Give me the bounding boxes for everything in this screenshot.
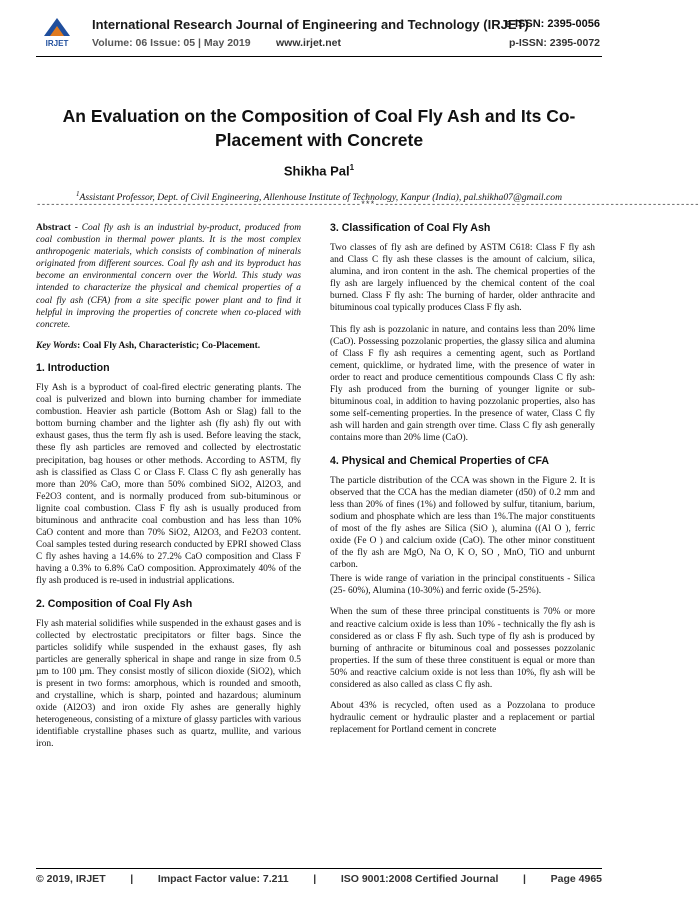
abstract-text: Coal fly ash is an industrial by-product, produced from coal combustion in thermal power plants. It is the most complex anthropogenic materials, which consists of combination of minerals originated from different sources. Coal fly ash and its byproduct has become an environmental concern over the World. This study was intended to characterize the physical and chemical properties of a coal fly ash (CFA) from a site specific power plant and to find it helpful in improving the properties of concrete when co-placed with concrete.	[36, 223, 301, 330]
keywords-text: : Coal Fly Ash, Characteristic; Co-Placement.	[77, 340, 261, 351]
author-sup: 1	[349, 163, 355, 172]
separator-line: ---------------------------------------------------------------------***---------------------------------------------------------------------	[36, 200, 699, 210]
footer-page-number: Page 4965	[550, 873, 602, 885]
footer-copyright: © 2019, IRJET	[36, 873, 106, 885]
paragraph-introduction: Fly Ash is a byproduct of coal-fired electric generating plants. The coal is pulverized and blown into burning chamber for immediate combustion. Heavier ash particle (Bottom Ash or Slag) fall to the bottom burning chamber and the lighter ash (fly ash) fly out with exhaust gases, thus the term fly ash is used. Before leaving the stack, these fly ash particles are removed and collected by electrostatic precipitation, bag houses or other methods. According to ASTM, fly ash is classified as Class C or Class F. Class C fly ash generally has more than 20% CaO, more than 50% combined SiO2, Al2O3, and Fe2O3 content, and is normally produced from sub-bituminous or lignite coal combustion. Class F fly ash is usually produced from bituminous and anthracite coal combustion and has less than 10% CaO content and more than 70% SiO2, Al2O3, and Fe2O3 content. Coal samples tested during research conducted by EPRI showed Class C fly ashes having a 14.6% to 27.2% CaO composition and Class F having a 0.3% to 6.8% CaO composition. Approximately 40% of the fly ash produced is re-used in industrial applications.	[36, 382, 301, 587]
paragraph-classification-2: This fly ash is pozzolanic in nature, and contains less than 20% lime (CaO). Possessing pozzolanic properties, the glassy silica and alumina of Class F fly ash requires a cementing agent, such as Portland cement, quicklime, or hydrated lime, with the presence of water in order to react and produce cementitious compounds Class C fly ash: Fly ash produced from the burning of younger lignite or sub-bituminous coal, in addition to having pozzolanic properties, also has some self-cementing properties. In the presence of water, Class C fly ash will harden and gain strength over time. Class C fly ash generally contains more than 20% lime (CaO).	[330, 324, 595, 444]
eissn: e-ISSN: 2395-0056	[505, 18, 600, 30]
author-name	[0, 163, 638, 178]
volume-info: Volume: 06 Issue: 05 | May 2019	[92, 37, 251, 49]
footer-separator: |	[313, 873, 317, 885]
heading-composition: 2. Composition of Coal Fly Ash	[36, 597, 193, 610]
paper-title: An Evaluation on the Composition of Coal Fly Ash and Its Co-Placement with Concrete	[62, 106, 576, 150]
keywords-label: Key Words	[36, 340, 78, 351]
abstract	[36, 222, 301, 331]
website-link[interactable]: www.irjet.net	[276, 37, 341, 49]
heading-introduction: 1. Introduction	[36, 361, 110, 374]
affiliation-text: Assistant Professor, Dept. of Civil Engineering, Allenhouse Institute of Technology, Kanpur (India), pal.shikha07@gmail.com	[79, 192, 563, 204]
keywords	[36, 340, 301, 352]
paragraph-properties-3: When the sum of these three principal constituents is 70% or more and reactive calcium oxide is less than 10% - technically the fly ash is considered as or class F fly ash. Such type of fly ash is produced by burning of anthracite or bituminous coal and possesses pozzolanic properties. If the sum of these three constituent is equal or more than 50% and reactive calcium oxide is not less than 10%, fly ash will be considered as also called as class C fly ash.	[330, 607, 595, 690]
heading-classification: 3. Classification of Coal Fly Ash	[330, 222, 491, 234]
affil-sup: 1	[75, 190, 80, 198]
page-footer	[36, 868, 602, 885]
footer-separator: |	[130, 873, 134, 885]
paragraph-properties-2: There is wide range of variation in the principal constituents - Silica (25- 60%), Alumina (10-30%) and ferric oxide (5-25%).	[330, 574, 595, 597]
paragraph-properties-4: About 43% is recycled, often used as a Pozzolana to produce hydraulic cement or hydraulic plaster and a replacement or partial replacement for Portland cement in concrete	[330, 701, 595, 736]
footer-impact: Impact Factor value: 7.211	[157, 873, 289, 885]
logo-text: IRJET	[45, 39, 69, 48]
paragraph-composition: Fly ash material solidifies while suspended in the exhaust gases and is collected by electrostatic precipitators or filter bags. Since the particles solidify while suspended in the exhaust gases, fly ash particles are generally spherical in shape and range in size from 0.5 µm to 100 µm. They consist mostly of silicon dioxide (SiO2), which is present in two forms: amorphous, which is rounded and smooth, and crystalline, which is sharp, pointed and hazardous; aluminum oxide (Al2O3) and iron oxide Fly ashes are generally highly heterogeneous, consisting of a mixture of glassy particles with various identifiable crystalline phases such as quartz, mullite, and various iron.	[36, 618, 301, 750]
pissn: p-ISSN: 2395-0072	[508, 37, 600, 49]
author-text: Shikha Pal	[283, 163, 350, 179]
paragraph-properties-1: The particle distribution of the CCA was shown in the Figure 2. It is observed that the CCA has the median diameter (d50) of 0.2 mm and less than 20% of fines (1%) and followed by sulfur, titanium, barium, sodium and phosphate which are less than 1%.The major constituents of most of the fly ashes are Silica (SiO ), alumina ((Al O ), ferric oxide (Fe O ) and calcium oxide (CaO). The other minor constituent of the fly ash are MgO, Na O, K O, SO , MnO, TiO and unburnt carbon.	[330, 475, 595, 571]
right-column	[330, 222, 595, 745]
left-column	[36, 222, 301, 760]
header-rule	[36, 56, 602, 57]
paragraph-classification-1: Two classes of fly ash are defined by ASTM C618: Class F fly ash and Class C fly ash these classes is the amount of calcium, silica, alumina, and iron content in the ash. The chemical properties of the fly ash are largely influenced by the chemical content of the coal burned. Class F fly ash: The burning of harder, older anthracite and bituminous coal typically produces Class F fly ash.	[330, 243, 595, 314]
journal-title: International Research Journal of Engineering and Technology (IRJET)	[92, 17, 529, 32]
irjet-logo	[40, 14, 74, 48]
footer-separator: |	[523, 873, 526, 885]
footer-iso: ISO 9001:2008 Certified Journal	[340, 873, 499, 885]
abstract-label: Abstract -	[36, 223, 82, 233]
heading-properties: 4. Physical and Chemical Properties of CFA	[330, 454, 550, 467]
